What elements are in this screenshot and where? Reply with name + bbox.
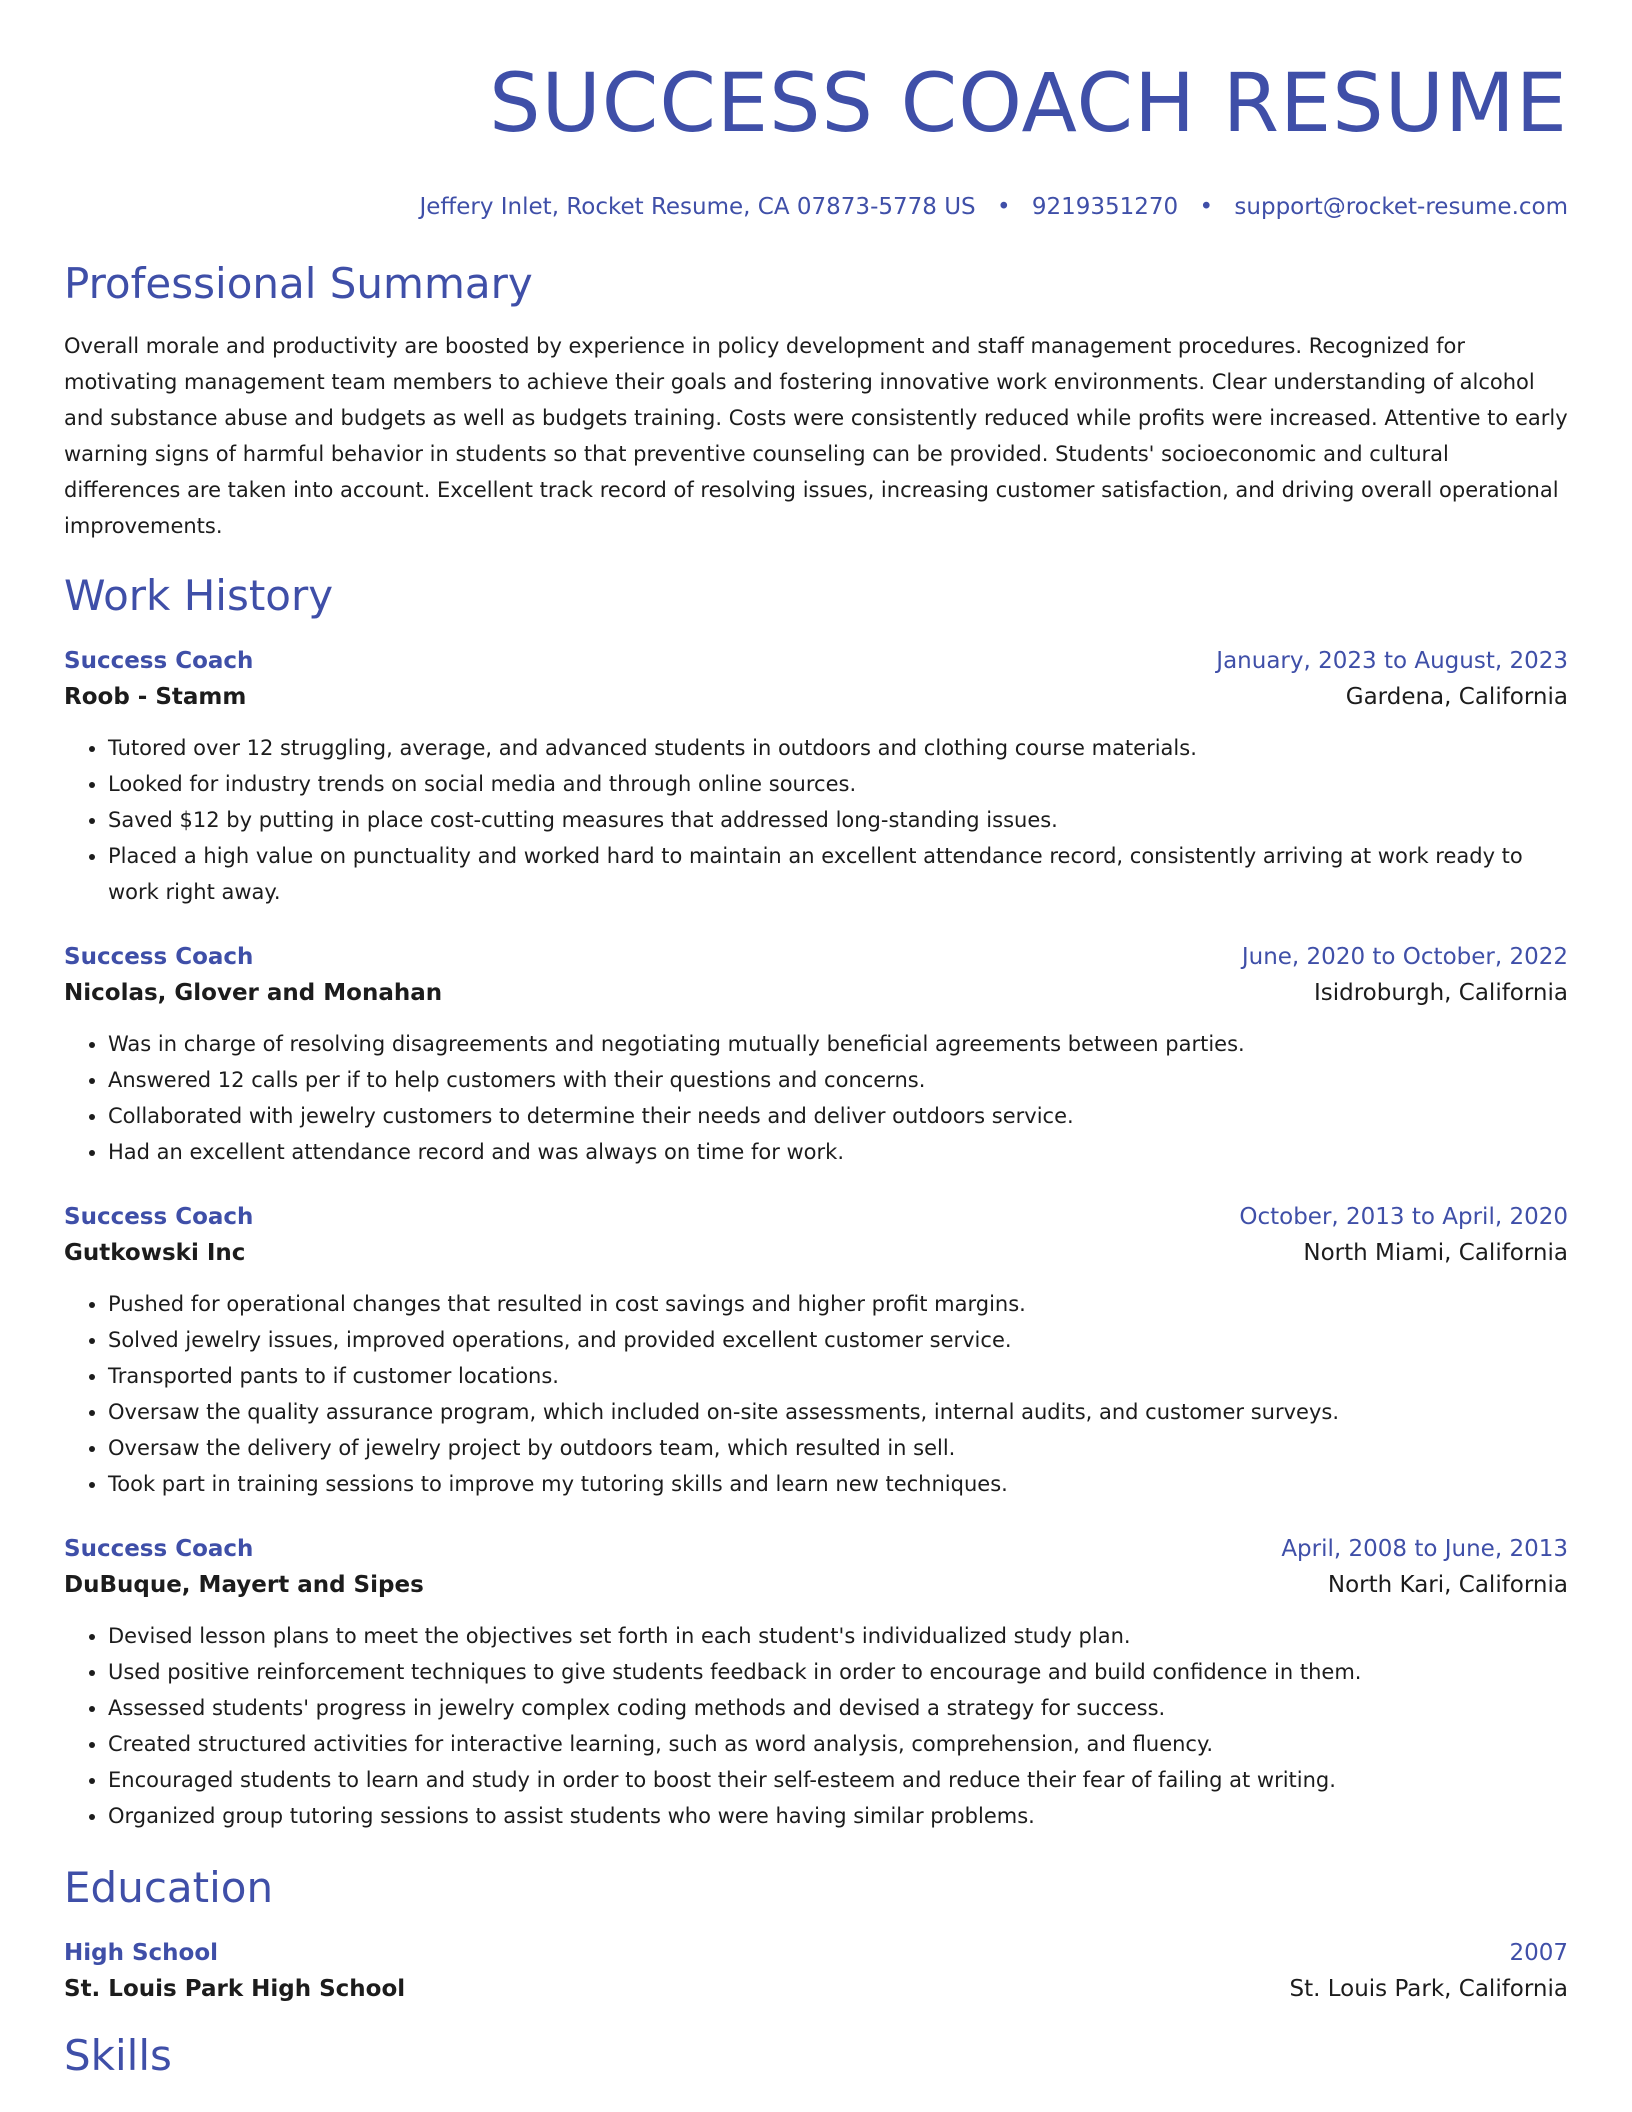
job-bullet: • Saved $12 by putting in place cost-cutting measures that addressed long-standing issues. <box>108 802 1568 838</box>
job-bullet: • Assessed students' progress in jewelry complex coding methods and devised a strategy for success. <box>108 1690 1568 1726</box>
contact-address: Jeffery Inlet, Rocket Resume, CA 07873-5778 US <box>419 194 976 220</box>
job-bullet: • Used positive reinforcement techniques to give students feedback in order to encourage and build confidence in them. <box>108 1654 1568 1690</box>
job-bullet: • Organized group tutoring sessions to assist students who were having similar problems. <box>108 1798 1568 1834</box>
job-bullet: • Answered 12 calls per if to help customers with their questions and concerns. <box>108 1062 1568 1098</box>
job-title: Success Coach <box>64 1536 254 1562</box>
job-bullets <box>64 1618 1568 1834</box>
job-bullet: • Collaborated with jewelry customers to determine their needs and deliver outdoors service. <box>108 1098 1568 1134</box>
job-location: Isidroburgh, California <box>1313 980 1568 1006</box>
job-bullet: • Pushed for operational changes that resulted in cost savings and higher profit margins. <box>108 1286 1568 1322</box>
work-history-heading: Work History <box>64 571 334 620</box>
job-bullet: • Transported pants to if customer locations. <box>108 1358 1568 1394</box>
job-bullet: • Created structured activities for interactive learning, such as word analysis, comprehension, and fluency. <box>108 1726 1568 1762</box>
job-dates: October, 2013 to April, 2020 <box>1239 1204 1568 1230</box>
job-entry <box>64 1532 1568 1834</box>
contact-line <box>64 192 1568 222</box>
job-bullet: • Tutored over 12 struggling, average, and advanced students in outdoors and clothing course materials. <box>108 730 1568 766</box>
job-entry <box>64 644 1568 910</box>
job-dates: January, 2023 to August, 2023 <box>1216 648 1568 674</box>
contact-email: support@rocket-resume.com <box>1234 194 1568 220</box>
job-bullets <box>64 1286 1568 1502</box>
job-company: DuBuque, Mayert and Sipes <box>64 1572 424 1598</box>
job-company: Roob - Stamm <box>64 684 247 710</box>
resume-title: SUCCESS COACH RESUME <box>489 57 1568 151</box>
job-bullet: • Devised lesson plans to meet the objectives set forth in each student's individualized study plan. <box>108 1618 1568 1654</box>
job-entry <box>64 1200 1568 1502</box>
job-company: Gutkowski Inc <box>64 1240 246 1266</box>
job-title: Success Coach <box>64 944 254 970</box>
job-entry <box>64 940 1568 1170</box>
skills-heading: Skills <box>64 2031 172 2080</box>
job-title: Success Coach <box>64 1204 254 1230</box>
job-bullet: • Oversaw the quality assurance program, which included on-site assessments, internal audits, and customer surveys. <box>108 1394 1568 1430</box>
job-bullet: • Looked for industry trends on social media and through online sources. <box>108 766 1568 802</box>
education-location: St. Louis Park, California <box>1289 1976 1568 2002</box>
job-bullets <box>64 1026 1568 1170</box>
contact-separator: • <box>996 194 1011 220</box>
summary-heading: Professional Summary <box>64 259 533 308</box>
job-dates: April, 2008 to June, 2013 <box>1281 1536 1568 1562</box>
job-bullet: • Placed a high value on punctuality and worked hard to maintain an excellent attendance record, consistently arriving at work ready to work right away. <box>108 838 1568 910</box>
job-bullet: • Took part in training sessions to improve my tutoring skills and learn new techniques. <box>108 1466 1568 1502</box>
job-location: North Kari, California <box>1327 1572 1568 1598</box>
job-bullet: • Had an excellent attendance record and was always on time for work. <box>108 1134 1568 1170</box>
resume-page <box>64 0 1568 2082</box>
summary-text: Overall morale and productivity are boosted by experience in policy development and staff management procedures. Recognized for motivating management team members to achieve their goals and fostering innovative work environments. Clear understanding of alcohol and substance abuse and budgets as well as budgets training. Costs were consistently reduced while profits were increased. Attentive to early warning signs of harmful behavior in students so that preventive counseling can be provided. Students' socioeconomic and cultural differences are taken into account. Excellent track record of resolving issues, increasing customer satisfaction, and driving overall operational improvements. <box>64 334 1568 538</box>
education-school: St. Louis Park High School <box>64 1976 406 2002</box>
contact-separator: • <box>1199 194 1214 220</box>
job-bullets <box>64 730 1568 910</box>
job-company: Nicolas, Glover and Monahan <box>64 980 443 1006</box>
job-title: Success Coach <box>64 648 254 674</box>
job-bullet: • Encouraged students to learn and study in order to boost their self-esteem and reduce their fear of failing at writing. <box>108 1762 1568 1798</box>
job-bullet: • Was in charge of resolving disagreements and negotiating mutually beneficial agreements between parties. <box>108 1026 1568 1062</box>
education-year: 2007 <box>1509 1940 1568 1966</box>
education-entry <box>64 1936 1568 2008</box>
job-location: North Miami, California <box>1303 1240 1568 1266</box>
job-bullet: • Solved jewelry issues, improved operations, and provided excellent customer service. <box>108 1322 1568 1358</box>
contact-phone: 9219351270 <box>1031 194 1179 220</box>
job-dates: June, 2020 to October, 2022 <box>1241 944 1568 970</box>
education-heading: Education <box>64 1863 274 1912</box>
education-degree: High School <box>64 1940 219 1966</box>
job-location: Gardena, California <box>1345 684 1568 710</box>
job-bullet: • Oversaw the delivery of jewelry project by outdoors team, which resulted in sell. <box>108 1430 1568 1466</box>
